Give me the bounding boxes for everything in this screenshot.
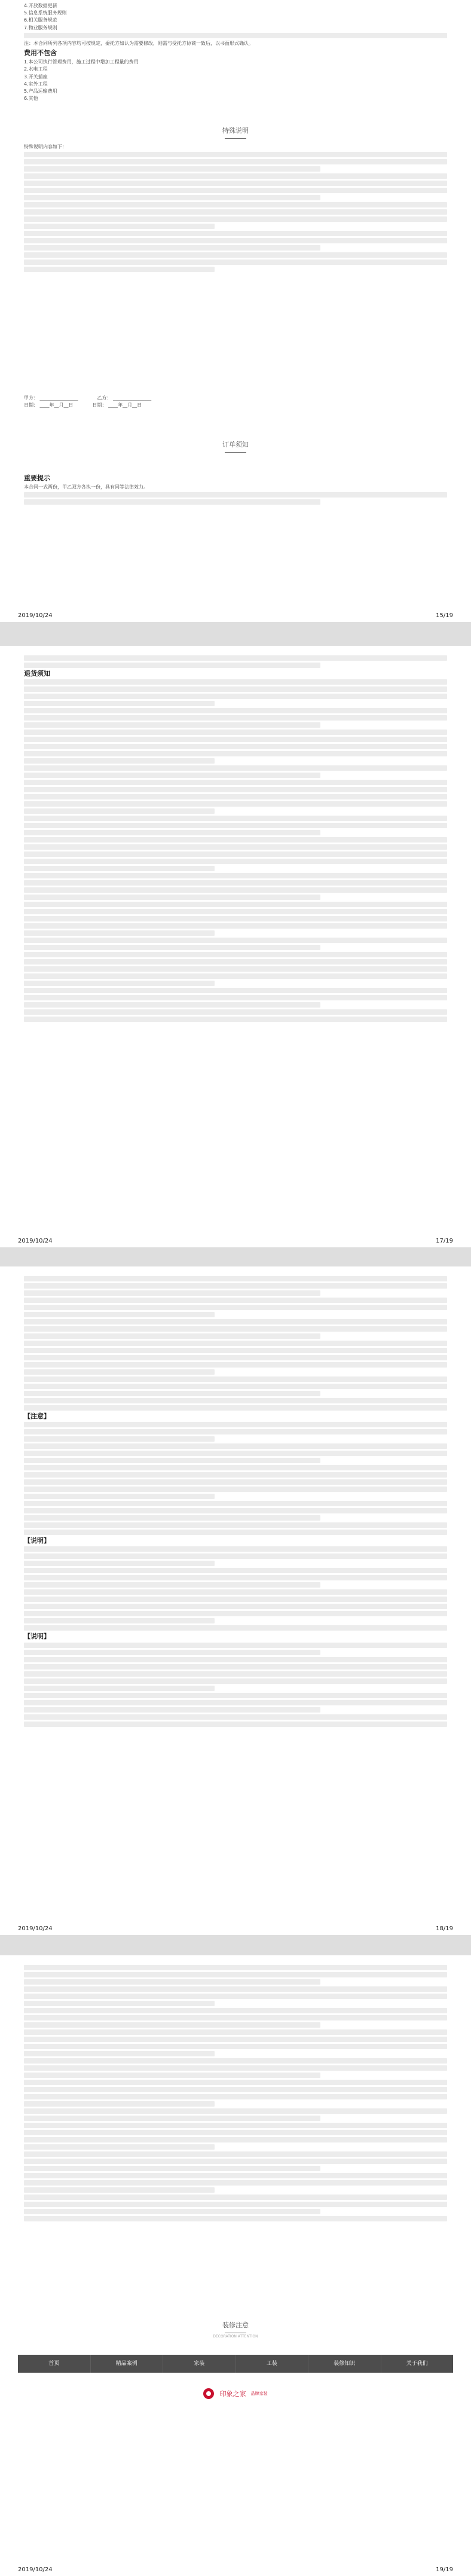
heading-fees-excluded: 费用不包含 <box>24 49 57 57</box>
page3-body: 【注意】 【说明】 【说明】 <box>24 1275 447 1729</box>
nav-about[interactable]: 关于我们 <box>406 2361 428 2367</box>
section-title-notes: 特殊说明 <box>0 126 471 139</box>
document-page-3 <box>0 1266 471 1935</box>
brand-logo-icon <box>203 2388 214 2399</box>
page-footer: 2019/10/24 17/19 <box>0 1234 471 1247</box>
page4-body <box>24 1964 447 2223</box>
footer-nav <box>18 2355 453 2373</box>
page-footer: 2019/10/24 19/19 <box>0 2563 471 2576</box>
page1-notes-body: 特殊说明内容如下： <box>24 144 447 274</box>
decoration-title: 装修注意 <box>0 2320 471 2333</box>
page2-body: 退货须知 <box>24 654 447 1024</box>
decoration-subtitle: DECORATION ATTENTION <box>213 2334 258 2339</box>
document-page-4 <box>0 1955 471 2576</box>
page-footer: 2019/10/24 18/19 <box>0 1922 471 1935</box>
brand-logo: 印象之家 品牌家装 <box>0 2387 471 2399</box>
nav-home-decor[interactable]: 家装 <box>163 2355 236 2373</box>
nav-knowledge[interactable]: 装修知识 <box>308 2355 381 2373</box>
page1-body: 4.开放数据更新 5.信息系统服务规则 6.相关服务规范 7.物业服务规则 注：本合同所列各项内容均可按规定，委托方如认为需要修改，则需与受托方协商一致后，以书面形式确认。 费用不包含 1.本公司执行管理费用，施工过程中增加工程量的费用 2.水电工程 3.开关插座 4.室外工程 5.产品运输费用 6.其他 <box>24 2 447 102</box>
page-footer: 2019/10/24 15/19 <box>0 609 471 622</box>
nav-home[interactable]: 首页 <box>18 2355 91 2373</box>
nav-cases[interactable]: 精品案例 <box>91 2355 164 2373</box>
nav-commercial[interactable]: 工装 <box>236 2355 309 2373</box>
document-page-1 <box>0 0 471 622</box>
section-title-order: 订单须知 <box>0 439 471 453</box>
signature-block: 甲方： ________________ 乙方： ________________ 日期： ____年__月__日 日期： ____年__月__日 <box>24 395 152 408</box>
page1-tip-body: 重要提示 本合同一式两份，甲乙双方各执一份，具有同等法律效力。 <box>24 472 447 506</box>
document-page-2 <box>0 646 471 1247</box>
